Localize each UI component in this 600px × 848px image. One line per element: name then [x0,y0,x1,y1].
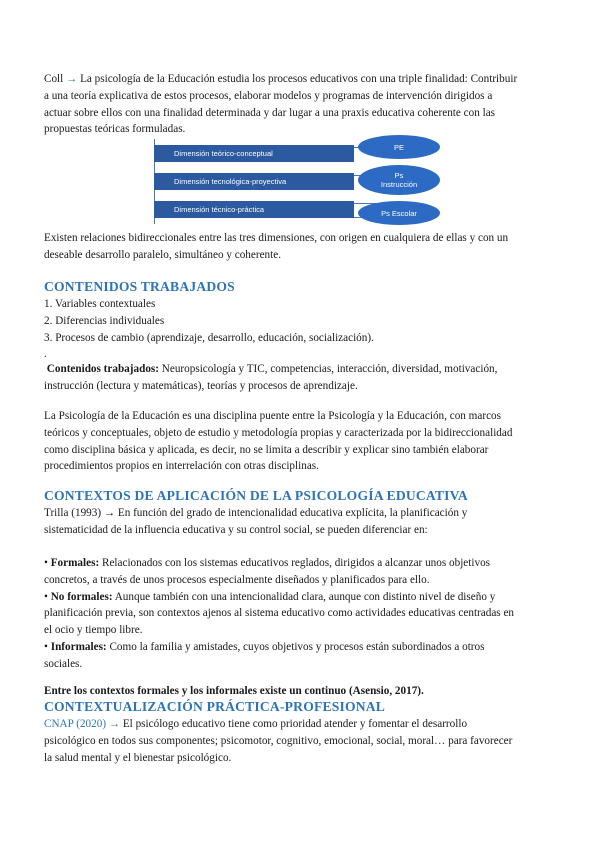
cnap-paragraph: CNAP (2020) → El psicólogo educativo tiene como prioridad atender y fomentar el desarrollo psicológico en todos sus componentes; psicomotor, cognitivo, emocional, social, moral… para favorecer la salud mental y el bienestar psicológico. [44,718,513,764]
contextos-list: • Formales: Relacionados con los sistemas educativos reglados, dirigidos a alcanzar unos objetivos concretos, a través de unos procesos especialmente diseñados y planificados para ello. • No formales: Aunque también con una intencionalidad clara, aunque con distinto nivel de diseño y planificación previa, son contextos ajenos al sistema educativo como actividades educativas centradas en el ocio y tiempo libre. • Informales: Como la familia y amistades, cuyos objetivos y procesos están subordinados a otros sociales. [44,555,556,673]
oval-ps-instruccion: Ps Instrucción [358,165,440,195]
heading-practica: CONTEXTUALIZACIÓN PRÁCTICA-PROFESIONAL [44,699,386,714]
intro-line-3: actuar sobre ellos con una finalidad determinada y dar lugar a una praxis educativa coherente con las [44,106,496,119]
trilla-paragraph: Trilla (1993) → En función del grado de intencionalidad educativa explícita, la planificación y sistematicidad de la influencia educativa y su control social, se pueden diferenciar en: [44,507,468,536]
list-item-formales: • Formales: Relacionados con los sistemas educativos reglados, dirigidos a alcanzar unos objetivos [44,557,491,569]
heading-contextos: CONTEXTOS DE APLICACIÓN DE LA PSICOLOGÍA EDUCATIVA [44,488,468,503]
intro-line-1: Coll → La psicología de la Educación estudia los procesos educativos con una triple finalidad: Contribuir [44,73,518,85]
list-item: 1. Variables contextuales [44,298,156,310]
intro-paragraph [44,71,556,138]
arrow-icon: → [66,73,78,85]
list-item: 2. Diferencias individuales [44,314,165,327]
list-item-no-formales: • No formales: Aunque también con una intencionalidad clara, aunque con distinto nivel de diseño y [44,590,496,603]
definicion-paragraph: La Psicología de la Educación es una disciplina puente entre la Psicología y la Educación, con marcos teóricos y conceptuales, objeto de estudio y metodología propias y caracterizada por la bidireccionalidad como disciplina básica y aplicada, es decir, no se limita a describir y explicar sino también elaborar procedimientos propios en interrelación con otras disciplinas. [44,410,513,473]
dimensions-diagram [154,139,444,224]
list-item: 3. Procesos de cambio (aprendizaje, desarrollo, educación, socialización). [44,331,374,344]
oval-ps-escolar: Ps Escolar [358,201,440,225]
dimension-tecnologica-proyectiva: Dimensión tecnológica-proyectiva [154,173,354,190]
continuo-statement: Entre los contextos formales y los informales existe un continuo (Asensio, 2017). [44,685,424,697]
coll-reference: Coll [44,73,64,85]
intro-line-2: a una teoría explicativa de estos procesos, elaborar modelos y programas de intervención dirigidos a [44,89,493,102]
oval-pe: PE [358,135,440,159]
intro-line-4: propuestas teóricas formuladas. [44,123,186,136]
cnap-reference: CNAP (2020) → [44,718,121,730]
list-item-informales: • Informales: Como la familia y amistades, cuyos objetivos y procesos están subordinados a otros [44,640,485,653]
dimension-teorico-conceptual: Dimensión teórico-conceptual [154,145,354,162]
contenidos-trabajados-paragraph: Contenidos trabajados: Neuropsicología y TIC, competencias, interacción, diversidad, motivación, instrucción (lectura y matemáticas), teorías y procesos de aprendizaje. [44,363,498,392]
heading-contenidos: CONTENIDOS TRABAJADOS [44,279,235,294]
relations-paragraph: Existen relaciones bidireccionales entre las tres dimensiones, con origen en cualquiera de ellas y con un deseable desarrollo paralelo, simultáneo y coherente. [44,232,509,261]
dimension-tecnico-practica: Dimensión técnico-práctica [154,201,354,218]
contenidos-list: 1. Variables contextuales 2. Diferencias individuales 3. Procesos de cambio (aprendizaje, desarrollo, educación, socialización). . [44,296,556,363]
